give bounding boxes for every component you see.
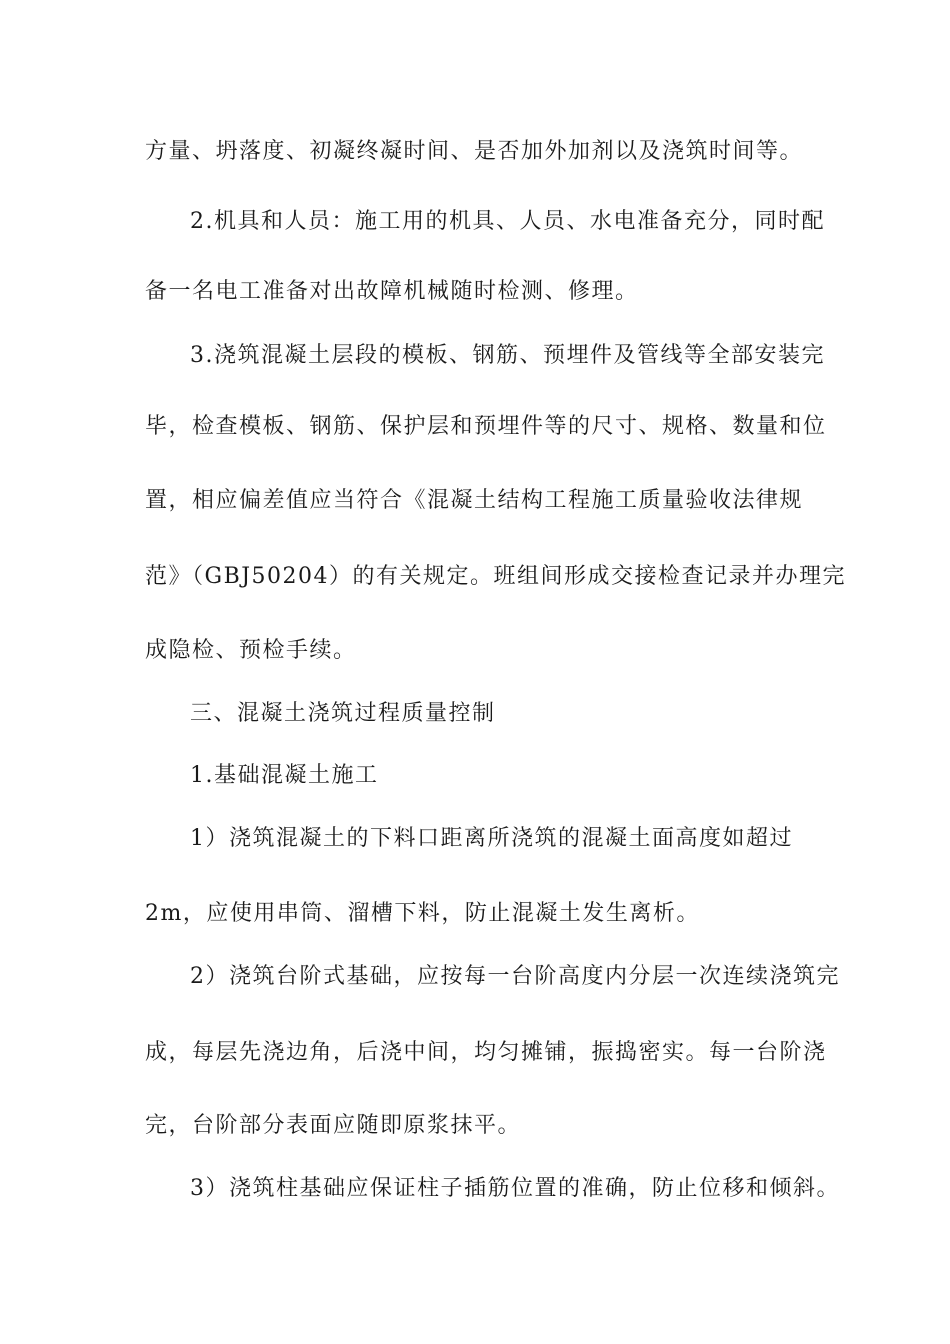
paragraph-line: 毕，检查模板、钢筋、保护层和预埋件等的尺寸、规格、数量和位	[145, 414, 827, 439]
paragraph-line: 1）浇筑混凝土的下料口距离所浇筑的混凝土面高度如超过	[190, 826, 793, 851]
paragraph-line: 成，每层先浇边角，后浇中间，均匀摊铺，振捣密实。每一台阶浇	[145, 1040, 827, 1065]
paragraph-line: 2.机具和人员：施工用的机具、人员、水电准备充分，同时配	[190, 209, 825, 234]
paragraph-line: 成隐检、预检手续。	[145, 638, 357, 663]
section-heading: 三、混凝土浇筑过程质量控制	[190, 701, 496, 726]
paragraph-line: 3.浇筑混凝土层段的模板、钢筋、预埋件及管线等全部安装完	[190, 343, 825, 368]
subsection-heading: 1.基础混凝土施工	[190, 763, 379, 788]
paragraph-line: 置，相应偏差值应当符合《混凝土结构工程施工质量验收法律规	[145, 488, 804, 513]
paragraph-line: 完，台阶部分表面应随即原浆抹平。	[145, 1113, 522, 1138]
paragraph-line: 3）浇筑柱基础应保证柱子插筋位置的准确，防止位移和倾斜。	[190, 1176, 840, 1201]
paragraph-line: 2）浇筑台阶式基础，应按每一台阶高度内分层一次连续浇筑完	[190, 964, 840, 989]
paragraph-line: 2m，应使用串筒、溜槽下料，防止混凝土发生离析。	[145, 901, 700, 926]
paragraph-line: 备一名电工准备对出故障机械随时检测、修理。	[145, 279, 639, 304]
paragraph-line: 范》（GBJ50204）的有关规定。班组间形成交接检查记录并办理完	[145, 564, 847, 589]
paragraph-line: 方量、坍落度、初凝终凝时间、是否加外加剂以及浇筑时间等。	[145, 139, 804, 164]
